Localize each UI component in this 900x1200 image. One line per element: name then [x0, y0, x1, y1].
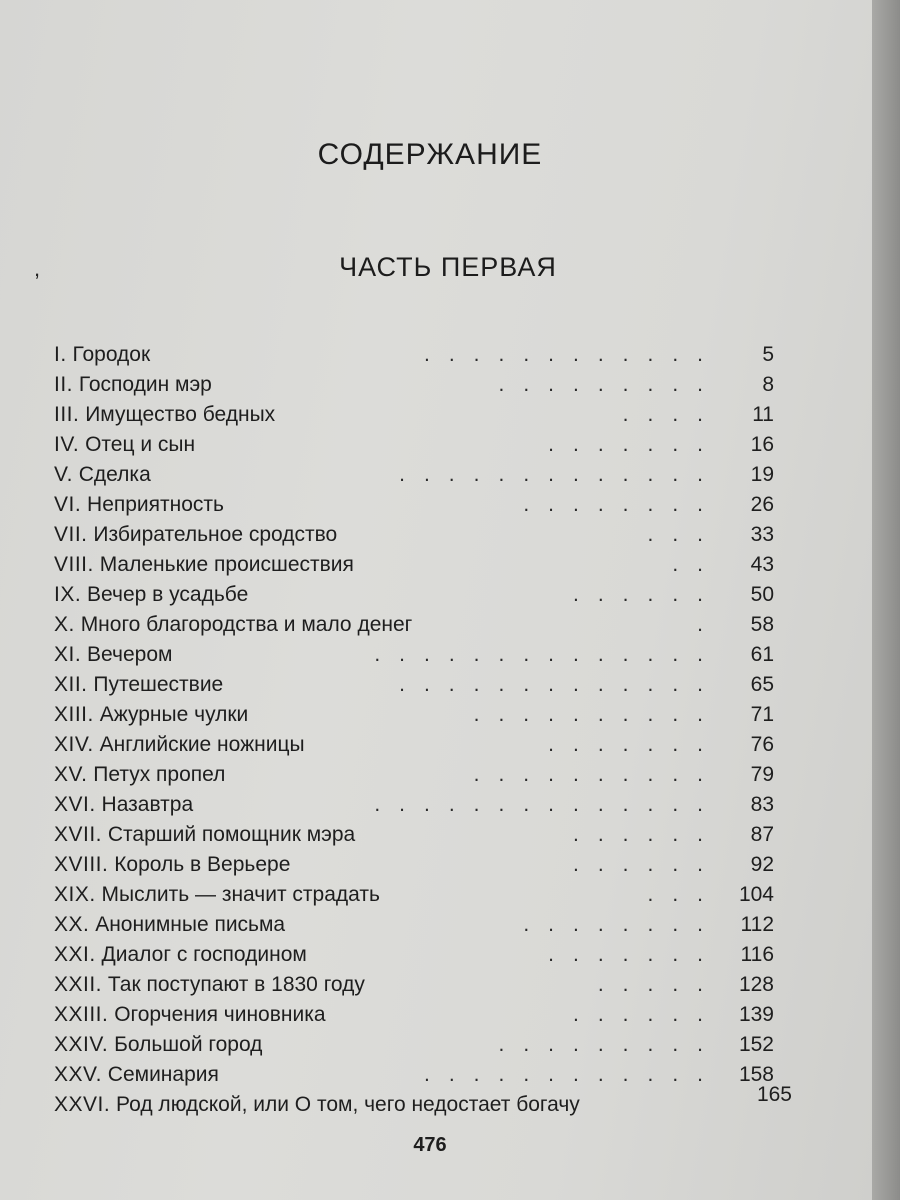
chapter-title: Диалог с господином — [101, 943, 307, 966]
chapter-number: XV. — [54, 763, 88, 786]
dot-leader: ..... — [597, 973, 722, 996]
toc-entry — [54, 730, 774, 760]
page-ref: 19 — [750, 463, 774, 486]
chapter-title: Английские ножницы — [99, 733, 305, 756]
toc-entry — [54, 790, 774, 820]
chapter-title: Отец и сын — [85, 433, 196, 456]
page-ref: 11 — [752, 403, 774, 426]
chapter-title: Ажурные чулки — [99, 703, 249, 726]
page-ref: 33 — [750, 523, 774, 546]
toc-entry — [54, 1000, 774, 1030]
chapter-number: VII. — [54, 523, 88, 546]
page-ref: 152 — [738, 1033, 774, 1056]
dot-leader: ............ — [423, 1063, 722, 1086]
chapter-number: II. — [54, 373, 74, 396]
chapter-number: VI. — [54, 493, 82, 516]
chapter-title: Род людской, или О том, чего недостает богачу — [116, 1093, 580, 1116]
chapter-title: Господин мэр — [78, 373, 212, 396]
chapter-number: XXIII. — [54, 1003, 109, 1026]
chapter-number: XI. — [54, 643, 82, 666]
chapter-number: IX. — [54, 583, 82, 606]
toc-entry — [54, 1060, 774, 1090]
page-ref: 16 — [750, 433, 774, 456]
chapter-title: Маленькие происшествия — [99, 553, 354, 576]
dot-leader: ...... — [572, 583, 722, 606]
dot-leader: ...... — [572, 1003, 722, 1026]
chapter-number: VIII. — [54, 553, 94, 576]
toc-entry — [54, 550, 774, 580]
toc-entry — [54, 700, 774, 730]
chapter-number: XXIV. — [54, 1033, 109, 1056]
dot-leader: ...... — [572, 823, 722, 846]
chapter-title: Так поступают в 1830 году — [107, 973, 365, 996]
chapter-number: XIX. — [54, 883, 96, 906]
chapter-number: XII. — [54, 673, 88, 696]
chapter-number: XIII. — [54, 703, 94, 726]
chapter-number: XVI. — [54, 793, 96, 816]
contents-title: СОДЕРЖАНИЕ — [317, 138, 543, 171]
page-ref: 5 — [762, 343, 774, 366]
page-ref: 65 — [750, 673, 774, 696]
toc-entry — [54, 1083, 792, 1120]
chapter-number: X. — [54, 613, 75, 636]
toc-entry — [54, 340, 774, 370]
page-ref: 104 — [738, 883, 774, 906]
chapter-title: Назавтра — [101, 793, 194, 816]
page-edge — [872, 0, 900, 1200]
table-of-contents — [54, 340, 792, 1120]
chapter-title: Король в Верьере — [114, 853, 291, 876]
page-ref: 158 — [738, 1063, 774, 1086]
dot-leader: ... — [647, 883, 722, 906]
chapter-title: Сделка — [78, 463, 151, 486]
toc-entry — [54, 910, 774, 940]
page-ref: 79 — [750, 763, 774, 786]
chapter-number: XVIII. — [54, 853, 109, 876]
chapter-number: XXV. — [54, 1063, 102, 1086]
toc-entry — [54, 820, 774, 850]
chapter-number: IV. — [54, 433, 80, 456]
page-ref: 8 — [762, 373, 774, 396]
dot-leader: .. — [672, 553, 722, 576]
page-ref: 139 — [738, 1003, 774, 1026]
page-ref: 26 — [750, 493, 774, 516]
dot-leader: . — [697, 613, 722, 636]
toc-entry — [54, 460, 774, 490]
chapter-title: Избирательное сродство — [93, 523, 338, 546]
chapter-title: Неприятность — [87, 493, 224, 516]
chapter-number: I. — [54, 343, 67, 366]
chapter-title: Большой город — [114, 1033, 263, 1056]
chapter-number: XIV. — [54, 733, 94, 756]
chapter-number: V. — [54, 463, 73, 486]
chapter-number: XVII. — [54, 823, 103, 846]
toc-entry — [54, 940, 774, 970]
chapter-title: Мыслить — значит страдать — [101, 883, 380, 906]
toc-entry — [54, 1030, 774, 1060]
toc-entry — [54, 880, 774, 910]
page-number: 476 — [413, 1134, 447, 1156]
dot-leader: ....... — [548, 433, 722, 456]
page-ref: 50 — [750, 583, 774, 606]
toc-entry — [54, 430, 774, 460]
dot-leader: ............. — [399, 673, 722, 696]
chapter-title: Городок — [72, 343, 151, 366]
toc-entry — [54, 370, 774, 400]
chapter-title: Петух пропел — [93, 763, 226, 786]
toc-entry — [54, 490, 774, 520]
toc-entry — [54, 640, 774, 670]
dot-leader: ....... — [548, 943, 722, 966]
page-ref: 92 — [750, 853, 774, 876]
page-ref: 116 — [740, 943, 774, 966]
chapter-title: Вечер в усадьбе — [87, 583, 249, 606]
page-ref: 71 — [750, 703, 774, 726]
toc-entry — [54, 760, 774, 790]
chapter-title: Имущество бедных — [85, 403, 276, 426]
chapter-number: XX. — [54, 913, 90, 936]
dot-leader: .............. — [374, 643, 722, 666]
page-ref: 128 — [738, 973, 774, 996]
chapter-number: III. — [54, 403, 80, 426]
page-ref: 58 — [750, 613, 774, 636]
part-title: ЧАСТЬ ПЕРВАЯ — [339, 252, 557, 282]
dot-leader: ............ — [423, 343, 722, 366]
toc-entry — [54, 850, 774, 880]
dot-leader: ............. — [399, 463, 722, 486]
page-ref: 165 — [756, 1083, 792, 1106]
chapter-title: Семинария — [107, 1063, 219, 1086]
chapter-number: XXII. — [54, 973, 103, 996]
chapter-title: Много благородства и мало денег — [80, 613, 413, 636]
chapter-title: Вечером — [87, 643, 173, 666]
chapter-title: Огорчения чиновника — [114, 1003, 326, 1026]
page-ref: 61 — [750, 643, 774, 666]
dot-leader: ... — [647, 523, 722, 546]
toc-entry — [54, 580, 774, 610]
toc-entry — [54, 520, 774, 550]
toc-entry — [54, 610, 774, 640]
dot-leader: .......... — [473, 703, 722, 726]
toc-entry — [54, 970, 774, 1000]
dot-leader: ........ — [523, 913, 722, 936]
page-ref: 112 — [740, 913, 774, 936]
dot-leader: .......... — [473, 763, 722, 786]
dot-leader: ........ — [523, 493, 722, 516]
dot-leader: ......... — [498, 1033, 722, 1056]
dot-leader: .............. — [374, 793, 722, 816]
chapter-number: XXVI. — [54, 1093, 111, 1116]
dot-leader: ......... — [498, 373, 722, 396]
toc-entry — [54, 670, 774, 700]
margin-mark: , — [34, 256, 41, 281]
dot-leader: ...... — [572, 853, 722, 876]
page-ref: 43 — [750, 553, 774, 576]
toc-entry — [54, 400, 774, 430]
page-ref: 87 — [750, 823, 774, 846]
chapter-title: Старший помощник мэра — [107, 823, 356, 846]
chapter-title: Путешествие — [93, 673, 224, 696]
dot-leader: .... — [622, 403, 722, 426]
page-ref: 83 — [750, 793, 774, 816]
page-ref: 76 — [750, 733, 774, 756]
chapter-number: XXI. — [54, 943, 96, 966]
dot-leader: ....... — [548, 733, 722, 756]
chapter-title: Анонимные письма — [95, 913, 286, 936]
